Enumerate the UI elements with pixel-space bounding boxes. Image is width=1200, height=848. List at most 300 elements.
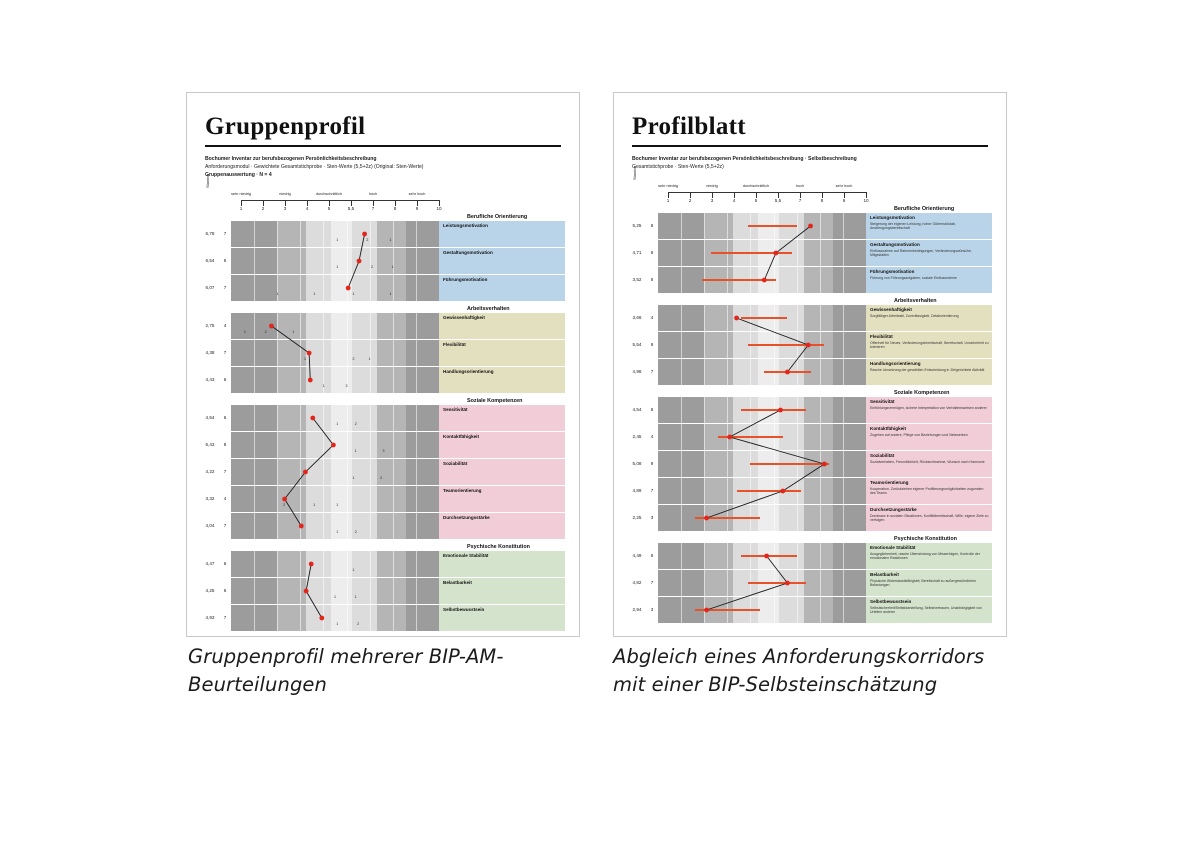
row-label-cell [439,248,565,274]
scale-bands [231,340,439,366]
row-value-sten: 4 [650,315,654,321]
rating-count-label: 1 [336,422,339,427]
scale-tick-label: 2 [688,197,692,203]
scale-bands [231,459,439,485]
requirement-corridor-bar [711,252,792,254]
scale-tick-caption: sehr hoch [408,191,426,196]
row-plot-area[interactable] [231,221,439,247]
profile-row[interactable] [201,551,565,577]
scale-bands [658,359,866,385]
document-meta-right [632,156,988,172]
profile-row[interactable] [201,367,565,393]
scale-tick-label: 8 [393,205,397,211]
dimension-name: Sensitivität [870,398,895,404]
profile-row[interactable] [628,332,992,358]
rating-count-label: 1 [243,330,246,335]
row-plot-area[interactable] [658,397,866,423]
row-label-cell [866,505,992,531]
rating-count-label: 1 [389,292,392,297]
profile-row[interactable] [628,240,992,266]
profile-row[interactable] [628,505,992,531]
row-plot-area[interactable] [658,597,866,623]
scale-tick-row-right [658,183,869,204]
row-plot-area[interactable] [658,267,866,293]
profile-row[interactable] [628,305,992,331]
row-value-mean: 3,66 [632,315,642,321]
dimension-name: Teamorientierung [870,479,909,485]
row-label-cell [866,543,992,569]
dimension-description: Führung von Führungsaufgaben, soziale Einflussnahme [870,275,957,280]
page-title-left: Gruppenprofil [205,113,366,140]
dimension-name: Durchsetzungsstärke [870,506,917,512]
row-value-sten: 8 [223,442,227,448]
profile-row-group [628,305,992,385]
row-plot-area[interactable] [658,451,866,477]
requirement-corridor-bar [748,582,806,584]
scale-tick-label: 10 [436,205,442,211]
row-value-mean: 2,45 [632,434,642,440]
profile-block [628,206,992,293]
requirement-corridor-bar [741,409,806,411]
row-plot-area[interactable] [231,340,439,366]
dimension-description: Steigerung der eigenen Leistung, hoher Gütermaßstab, Anstrengungsbereitschaft [870,221,956,231]
scale-tick-caption: durchschnittlich [742,183,770,188]
row-label-cell [866,397,992,423]
profile-block [201,398,565,539]
rating-count-label: 3 [382,449,385,454]
row-value-sten: 7 [223,469,227,475]
row-label-cell [439,578,565,604]
profile-block-title: Soziale Kompetenzen [467,397,523,404]
requirement-corridor-bar [737,490,802,492]
profile-row[interactable] [628,478,992,504]
row-plot-area[interactable] [231,275,439,301]
profile-row[interactable] [201,578,565,604]
rating-count-label: 1 [303,357,306,362]
dimension-name: Führungsmotivation [870,268,915,274]
row-plot-area[interactable] [231,248,439,274]
scale-axis-line-right [668,192,866,193]
row-value-sten: 4 [223,323,227,329]
scale-tick-row-left [231,191,442,212]
profile-row-group [201,405,565,539]
row-value-sten: 6 [650,407,654,413]
row-label-cell [439,432,565,458]
scale-bands [231,578,439,604]
profile-row[interactable] [201,221,565,247]
rating-count-label: 2 [370,265,373,270]
row-value-mean: 4,93 [205,615,215,621]
row-value-mean: 4,49 [632,553,642,559]
title-rule-left [205,145,561,147]
scale-bands [231,367,439,393]
meta-line-2: Gesamtstichprobe · Sten-Werte (5,5+2z) [632,163,724,170]
rating-count-label: 1 [352,568,355,573]
dimension-name: Belastbarkeit [443,579,472,585]
dimension-name: Kontaktfähigkeit [443,433,479,439]
profile-row[interactable] [628,213,992,239]
row-label-cell [439,275,565,301]
profile-row-group [201,313,565,393]
scale-tick-label: 7 [371,205,375,211]
scale-tick-label: 9 [842,197,846,203]
rating-count-label: 1 [336,238,339,243]
scale-bands [231,313,439,339]
scale-tick-caption: sehr hoch [835,183,853,188]
profile-row[interactable] [628,424,992,450]
row-value-sten: 6 [650,223,654,229]
row-plot-area[interactable] [658,543,866,569]
rating-count-label: 1 [313,292,316,297]
row-value-sten: 4 [650,434,654,440]
row-value-sten: 6 [223,415,227,421]
rating-count-label: 3 [345,384,348,389]
dimension-name: Soziabilität [443,460,468,466]
rating-count-label: 2 [283,503,286,508]
dimension-name: Emotionale Stabilität [870,544,916,550]
requirement-corridor-bar [748,344,824,346]
row-value-sten: 9 [650,461,654,467]
scale-bands [231,551,439,577]
row-value-sten: 4 [223,496,227,502]
row-plot-area[interactable] [658,359,866,385]
profile-row-group [628,397,992,531]
row-value-mean: 2,25 [632,515,642,521]
dimension-description: Offenheit für Neues, Veränderungsbereitschaft, Bereitschaft, Unsicherheit zu tolerieren [870,340,989,350]
row-value-mean: 4,25 [205,588,215,594]
row-label-cell [439,340,565,366]
scale-tick-label: 9 [415,205,419,211]
scale-tick-label: 5,5 [774,197,782,203]
meta-line-1: Bochumer Inventar zur berufsbezogenen Persönlichkeitsbeschreibung · Selbstbeschreibung [632,156,857,162]
dimension-name: Leistungsmotivation [443,222,488,228]
row-label-cell [439,313,565,339]
profile-block-title: Psychische Konstitution [894,535,957,542]
dimension-name: Durchsetzungsstärke [443,514,490,520]
dimension-description: Sorgfältiger Arbeitsstil, Zuverlässigkeit, Detailorientierung [870,313,959,318]
profile-block-title: Berufliche Orientierung [894,205,955,212]
dimension-name: Flexibilität [443,341,466,347]
scale-tick-label: 3 [710,197,714,203]
profile-block [201,306,565,393]
rating-count-label: 1 [391,265,394,270]
row-value-mean: 6,78 [205,231,215,237]
row-value-sten: 3 [650,515,654,521]
row-value-mean: 4,22 [205,469,215,475]
scale-tick-caption: sehr niedrig [231,191,251,196]
rating-count-label: 1 [336,503,339,508]
row-value-mean: 2,75 [205,323,215,329]
rating-count-label: 2 [354,530,357,535]
profile-row[interactable] [628,397,992,423]
profile-row[interactable] [201,313,565,339]
row-label-cell [866,478,992,504]
row-value-sten: 7 [223,231,227,237]
requirement-corridor-bar [741,555,796,557]
row-plot-area[interactable] [231,405,439,431]
rating-count-label: 1 [336,265,339,270]
row-value-mean: 5,54 [632,342,642,348]
rating-count-label: 1 [322,384,325,389]
row-value-sten: 6 [650,553,654,559]
rating-count-label: 2 [380,476,383,481]
row-plot-area[interactable] [658,424,866,450]
scale-bands [231,221,439,247]
meta-line-1: Bochumer Inventar zur berufsbezogenen Persönlichkeitsbeschreibung [205,156,377,162]
profile-row-group [201,221,565,301]
profile-row[interactable] [201,275,565,301]
row-value-mean: 4,47 [205,561,215,567]
scale-tick-label: 5 [327,205,331,211]
row-plot-area[interactable] [658,240,866,266]
row-value-mean: 4,82 [632,580,642,586]
profile-row[interactable] [201,513,565,539]
caption-right: Abgleich eines Anforderungskorridors mit einer BIP-Selbsteinschätzung [613,645,985,696]
row-value-sten: 7 [223,285,227,291]
dimension-name: Selbstbewusstsein [870,598,912,604]
dimension-name: Selbstbewusstsein [443,606,485,612]
rating-count-label: 1 [336,530,339,535]
rating-count-label: 1 [368,357,371,362]
requirement-corridor-bar [748,225,797,227]
scale-bands [658,597,866,623]
dimension-description: Dominanz in sozialen Situationen, Konfliktbereitschaft, Wille, eigene Ziele zu verfolgen [870,513,989,523]
scale-tick-label: 3 [283,205,287,211]
row-plot-area[interactable] [658,305,866,331]
dimension-name: Soziabilität [870,452,895,458]
rating-count-label: 2 [352,357,355,362]
rating-count-label: 1 [313,503,316,508]
dimension-name: Handlungsorientierung [443,368,494,374]
profile-row[interactable] [628,451,992,477]
row-value-mean: 5,25 [632,223,642,229]
scale-tick-label: 4 [305,205,309,211]
dimension-name: Führungsmotivation [443,276,488,282]
dimension-description: Kooperation, Zurückziehen eigener Profilierungsmöglichkeiten zugunsten des Teams [870,486,984,496]
dimension-description: Rasche Umsetzung der gewählten Entscheidung in Zielgerichtete Aktivität [870,367,985,372]
scale-bands [231,432,439,458]
profile-row-group [628,213,992,293]
row-label-cell [866,213,992,239]
row-value-mean: 4,89 [632,488,642,494]
row-plot-area[interactable] [658,332,866,358]
row-label-cell [439,551,565,577]
scale-bands [658,505,866,531]
scale-tick-label: 5 [754,197,758,203]
dimension-description: Sozialverhalten, Freundlichkeit, Rücksichtnahme, Wunsch nach Harmonie [870,459,985,464]
row-label-cell [439,405,565,431]
row-plot-area[interactable] [231,513,439,539]
row-value-mean: 4,71 [632,250,642,256]
dimension-name: Leistungsmotivation [870,214,915,220]
profile-row[interactable] [201,432,565,458]
row-label-cell [866,332,992,358]
row-value-mean: 4,38 [205,350,215,356]
requirement-corridor-bar [702,279,776,281]
row-label-cell [439,513,565,539]
profile-row[interactable] [201,459,565,485]
dimension-description: Einfühlungsvermögen, sichere Interpretation von Verhaltensweisen anderer [870,405,987,410]
profile-block [628,390,992,531]
stanine-axis-label-right: Stanine [632,166,637,180]
scale-tick-label: 4 [732,197,736,203]
profile-row[interactable] [628,359,992,385]
scale-tick-label: 5,5 [347,205,355,211]
profile-row[interactable] [201,405,565,431]
row-label-cell [866,305,992,331]
requirement-corridor-bar [764,371,810,373]
row-plot-area[interactable] [231,551,439,577]
rating-count-label: 2 [354,422,357,427]
profile-row[interactable] [201,486,565,512]
row-label-cell [439,221,565,247]
rating-count-label: 1 [352,292,355,297]
rating-count-label: 1 [292,330,295,335]
profile-block [201,214,565,301]
scale-bands [231,513,439,539]
dimension-name: Gestaltungsmotivation [870,241,920,247]
dimension-name: Gewissenhaftigkeit [443,314,485,320]
row-label-cell [866,240,992,266]
row-plot-area[interactable] [231,367,439,393]
row-label-cell [866,424,992,450]
row-value-mean: 3,52 [632,277,642,283]
scale-tick-caption: hoch [795,183,805,188]
row-value-mean: 2,94 [632,607,642,613]
scale-tick-label: 7 [798,197,802,203]
row-label-cell [866,597,992,623]
dimension-name: Gewissenhaftigkeit [870,306,912,312]
row-value-sten: 7 [650,488,654,494]
scale-bands [231,605,439,631]
profile-row[interactable] [628,570,992,596]
profile-row[interactable] [628,597,992,623]
dimension-description: Einflussnahme auf Rahmenbedingungen, Veränderungswünsche, Mitgestalten [870,248,972,258]
profile-row-group [628,543,992,623]
rating-count-label: 1 [352,476,355,481]
scale-bands [231,486,439,512]
row-label-cell [439,605,565,631]
profile-blocks-left [201,214,565,631]
row-plot-area[interactable] [231,432,439,458]
dimension-name: Gestaltungsmotivation [443,249,493,255]
requirement-corridor-bar [695,517,760,519]
row-value-sten: 6 [223,377,227,383]
scale-bands [231,405,439,431]
profile-block-title: Arbeitsverhalten [467,305,510,312]
profile-block-title: Arbeitsverhalten [894,297,937,304]
dimension-description: Ausgeglichenheit, rasche Überwindung von Misserfolgen, Kontrolle der emotionalen Reaktionen [870,551,980,561]
row-plot-area[interactable] [658,213,866,239]
row-value-sten: 6 [223,588,227,594]
profile-block-title: Soziale Kompetenzen [894,389,950,396]
row-value-sten: 6 [650,277,654,283]
row-value-mean: 4,54 [632,407,642,413]
row-label-cell [866,267,992,293]
dimension-description: Zugehen auf andere, Pflege von Beziehungen und Netzwerken [870,432,968,437]
stanine-axis-label-left: Stanine [205,174,210,188]
profile-row[interactable] [201,340,565,366]
row-value-sten: 7 [223,350,227,356]
document-meta-left [205,156,561,180]
caption-left: Gruppenprofil mehrerer BIP-AM-Beurteilungen [188,645,504,696]
row-plot-area[interactable] [658,478,866,504]
document-sheet-gruppenprofil [186,92,580,637]
requirement-corridor-bar [750,463,829,465]
rating-count-label: 1 [354,449,357,454]
row-plot-area[interactable] [231,459,439,485]
row-plot-area[interactable] [231,605,439,631]
row-value-mean: 6,54 [205,258,215,264]
row-value-sten: 7 [223,523,227,529]
row-plot-area[interactable] [658,570,866,596]
row-label-cell [439,459,565,485]
scale-tick-label: 10 [863,197,869,203]
profile-block [201,544,565,631]
dimension-description: Physische Widerstandsfähigkeit, Bereitschaft zu außergewöhnlichen Belastungen [870,578,977,588]
row-value-sten: 7 [650,369,654,375]
dimension-name: Handlungsorientierung [870,360,921,366]
profile-block-title: Psychische Konstitution [467,543,530,550]
scale-bands [231,275,439,301]
page-title-right: Profilblatt [632,113,746,140]
rating-count-label: 1 [276,292,279,297]
row-value-mean: 4,04 [205,523,215,529]
scale-axis-line-left [241,200,439,201]
profile-block [628,536,992,623]
scale-tick-caption: durchschnittlich [315,191,343,196]
row-value-mean: 4,54 [205,415,215,421]
profile-row[interactable] [628,267,992,293]
dimension-description: Selbstsicherheit/Selbstdarstellung, Selbstvertrauen, Unabhängigkeit von Urteilen anderer [870,605,982,615]
meta-line-3: Gruppenauswertung · N = 4 [205,171,272,178]
profile-block [628,298,992,385]
row-value-sten: 6 [223,561,227,567]
row-plot-area[interactable] [231,486,439,512]
row-plot-area[interactable] [231,313,439,339]
rating-count-label: 1 [334,595,336,600]
row-label-cell [439,486,565,512]
profile-row[interactable] [628,543,992,569]
document-sheet-profilblatt [613,92,1007,637]
profile-row[interactable] [201,248,565,274]
row-value-mean: 6,07 [205,285,215,291]
row-value-mean: 4,43 [205,377,215,383]
scale-tick-label: 8 [820,197,824,203]
row-label-cell [866,570,992,596]
row-value-mean: 5,43 [205,442,215,448]
scale-tick-caption: niedrig [279,191,291,196]
row-value-sten: 7 [223,615,227,621]
row-plot-area[interactable] [231,578,439,604]
rating-count-label: 1 [354,595,357,600]
rating-count-label: 1 [336,622,339,627]
row-value-sten: 7 [650,580,654,586]
scale-tick-label: 2 [261,205,265,211]
profile-row[interactable] [201,605,565,631]
requirement-corridor-bar [695,609,760,611]
scale-bands [231,248,439,274]
dimension-name: Emotionale Stabilität [443,552,489,558]
profile-row-group [201,551,565,631]
rating-count-label: 1 [389,238,392,243]
dimension-name: Flexibilität [870,333,893,339]
scale-tick-caption: sehr niedrig [658,183,678,188]
dimension-name: Teamorientierung [443,487,482,493]
row-plot-area[interactable] [658,505,866,531]
dimension-name: Belastbarkeit [870,571,899,577]
profile-block-title: Berufliche Orientierung [467,213,528,220]
